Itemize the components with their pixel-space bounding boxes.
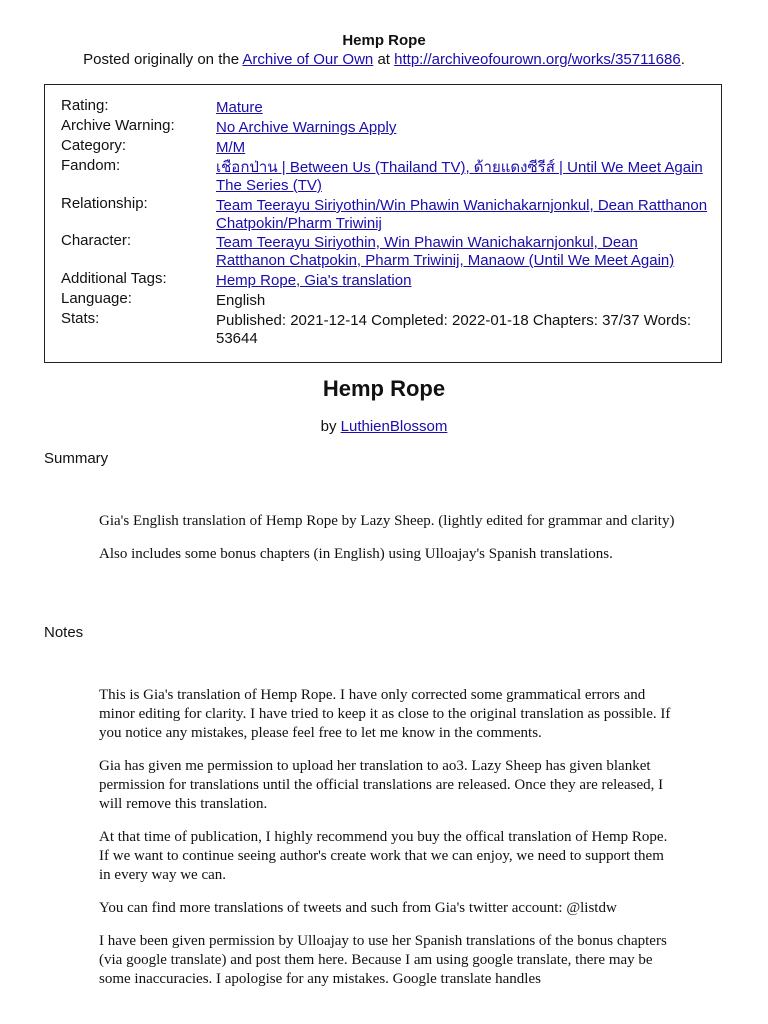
- meta-label-warning: Archive Warning:: [61, 117, 175, 134]
- posted-suffix: .: [680, 51, 685, 68]
- notes-paragraph: You can find more translations of tweets and such from Gia's twitter account: @listdw: [99, 900, 617, 916]
- summary-text: [99, 512, 679, 578]
- meta-label-character: Character:: [61, 232, 132, 249]
- tags-links[interactable]: Hemp Rope, Gia's translation: [216, 272, 412, 289]
- byline-prefix: by: [320, 418, 341, 435]
- metadata-box: [44, 84, 722, 363]
- document-header: [0, 0, 768, 69]
- summary-paragraph: Gia's English translation of Hemp Rope by Lazy Sheep. (lightly edited for grammar and clarity): [99, 513, 675, 529]
- language-value: English: [216, 292, 266, 309]
- posted-prefix: Posted originally on the: [83, 51, 243, 68]
- archive-link[interactable]: Archive of Our Own: [242, 51, 374, 68]
- meta-label-fandom: Fandom:: [61, 157, 121, 174]
- fandom-links[interactable]: เชือกป่าน | Between Us (Thailand TV), ด้ายแดงซีรีส์ | Until We Meet Again The Series (TV): [216, 159, 703, 194]
- summary-paragraph: Also includes some bonus chapters (in English) using Ulloajay's Spanish translations.: [99, 546, 613, 562]
- posted-line: [0, 50, 768, 69]
- byline: [0, 418, 768, 435]
- meta-label-rating: Rating:: [61, 97, 109, 114]
- document-title: Hemp Rope: [342, 32, 426, 49]
- summary-heading: Summary: [44, 450, 109, 467]
- relationship-links[interactable]: Team Teerayu Siriyothin/Win Phawin Wanichakarnjonkul, Dean Ratthanon Chatpokin/Pharm Triwinij: [216, 197, 708, 232]
- author-link[interactable]: LuthienBlossom: [340, 418, 448, 435]
- notes-paragraph: Gia has given me permission to upload her translation to ao3. Lazy Sheep has given blanket permission for translations until the official translations are released. Once they are released, I will remove this translation.: [99, 758, 664, 812]
- warning-link[interactable]: No Archive Warnings Apply: [216, 119, 397, 136]
- notes-heading: Notes: [44, 624, 84, 641]
- category-link[interactable]: M/M: [216, 139, 246, 156]
- work-title: Hemp Rope: [322, 376, 446, 401]
- notes-paragraph: I have been given permission by Ulloajay to use her Spanish translations of the bonus chapters (via google translate) and post them here. Because I am using google translate, there may be some inaccuracies. I apologise for any mistakes. Google translate handles: [99, 933, 667, 987]
- meta-label-tags: Additional Tags:: [61, 270, 167, 287]
- stats-value: Published: 2021-12-14 Completed: 2022-01-18 Chapters: 37/37 Words: 53644: [216, 312, 692, 347]
- rating-link[interactable]: Mature: [216, 99, 263, 116]
- meta-label-stats: Stats:: [61, 310, 100, 327]
- posted-mid: at: [373, 51, 395, 68]
- work-url-link[interactable]: http://archiveofourown.org/works/35711686: [394, 51, 681, 68]
- notes-text: [99, 686, 679, 1003]
- meta-label-language: Language:: [61, 290, 132, 307]
- character-links[interactable]: Team Teerayu Siriyothin, Win Phawin Wanichakarnjonkul, Dean Ratthanon Chatpokin, Pharm Triwinij, Manaow (Until We Meet Again): [216, 234, 675, 269]
- meta-label-category: Category:: [61, 137, 127, 154]
- notes-paragraph: This is Gia's translation of Hemp Rope. I have only corrected some grammatical errors and minor editing for clarity. I have tried to keep it as close to the original translation as possible. If you notice any mistakes, please feel free to let me know in the comments.: [99, 687, 671, 741]
- notes-paragraph: At that time of publication, I highly recommend you buy the offical translation of Hemp Rope. If we want to continue seeing author's create work that we can enjoy, we need to support them in every way we can.: [99, 829, 668, 883]
- meta-label-relationship: Relationship:: [61, 195, 148, 212]
